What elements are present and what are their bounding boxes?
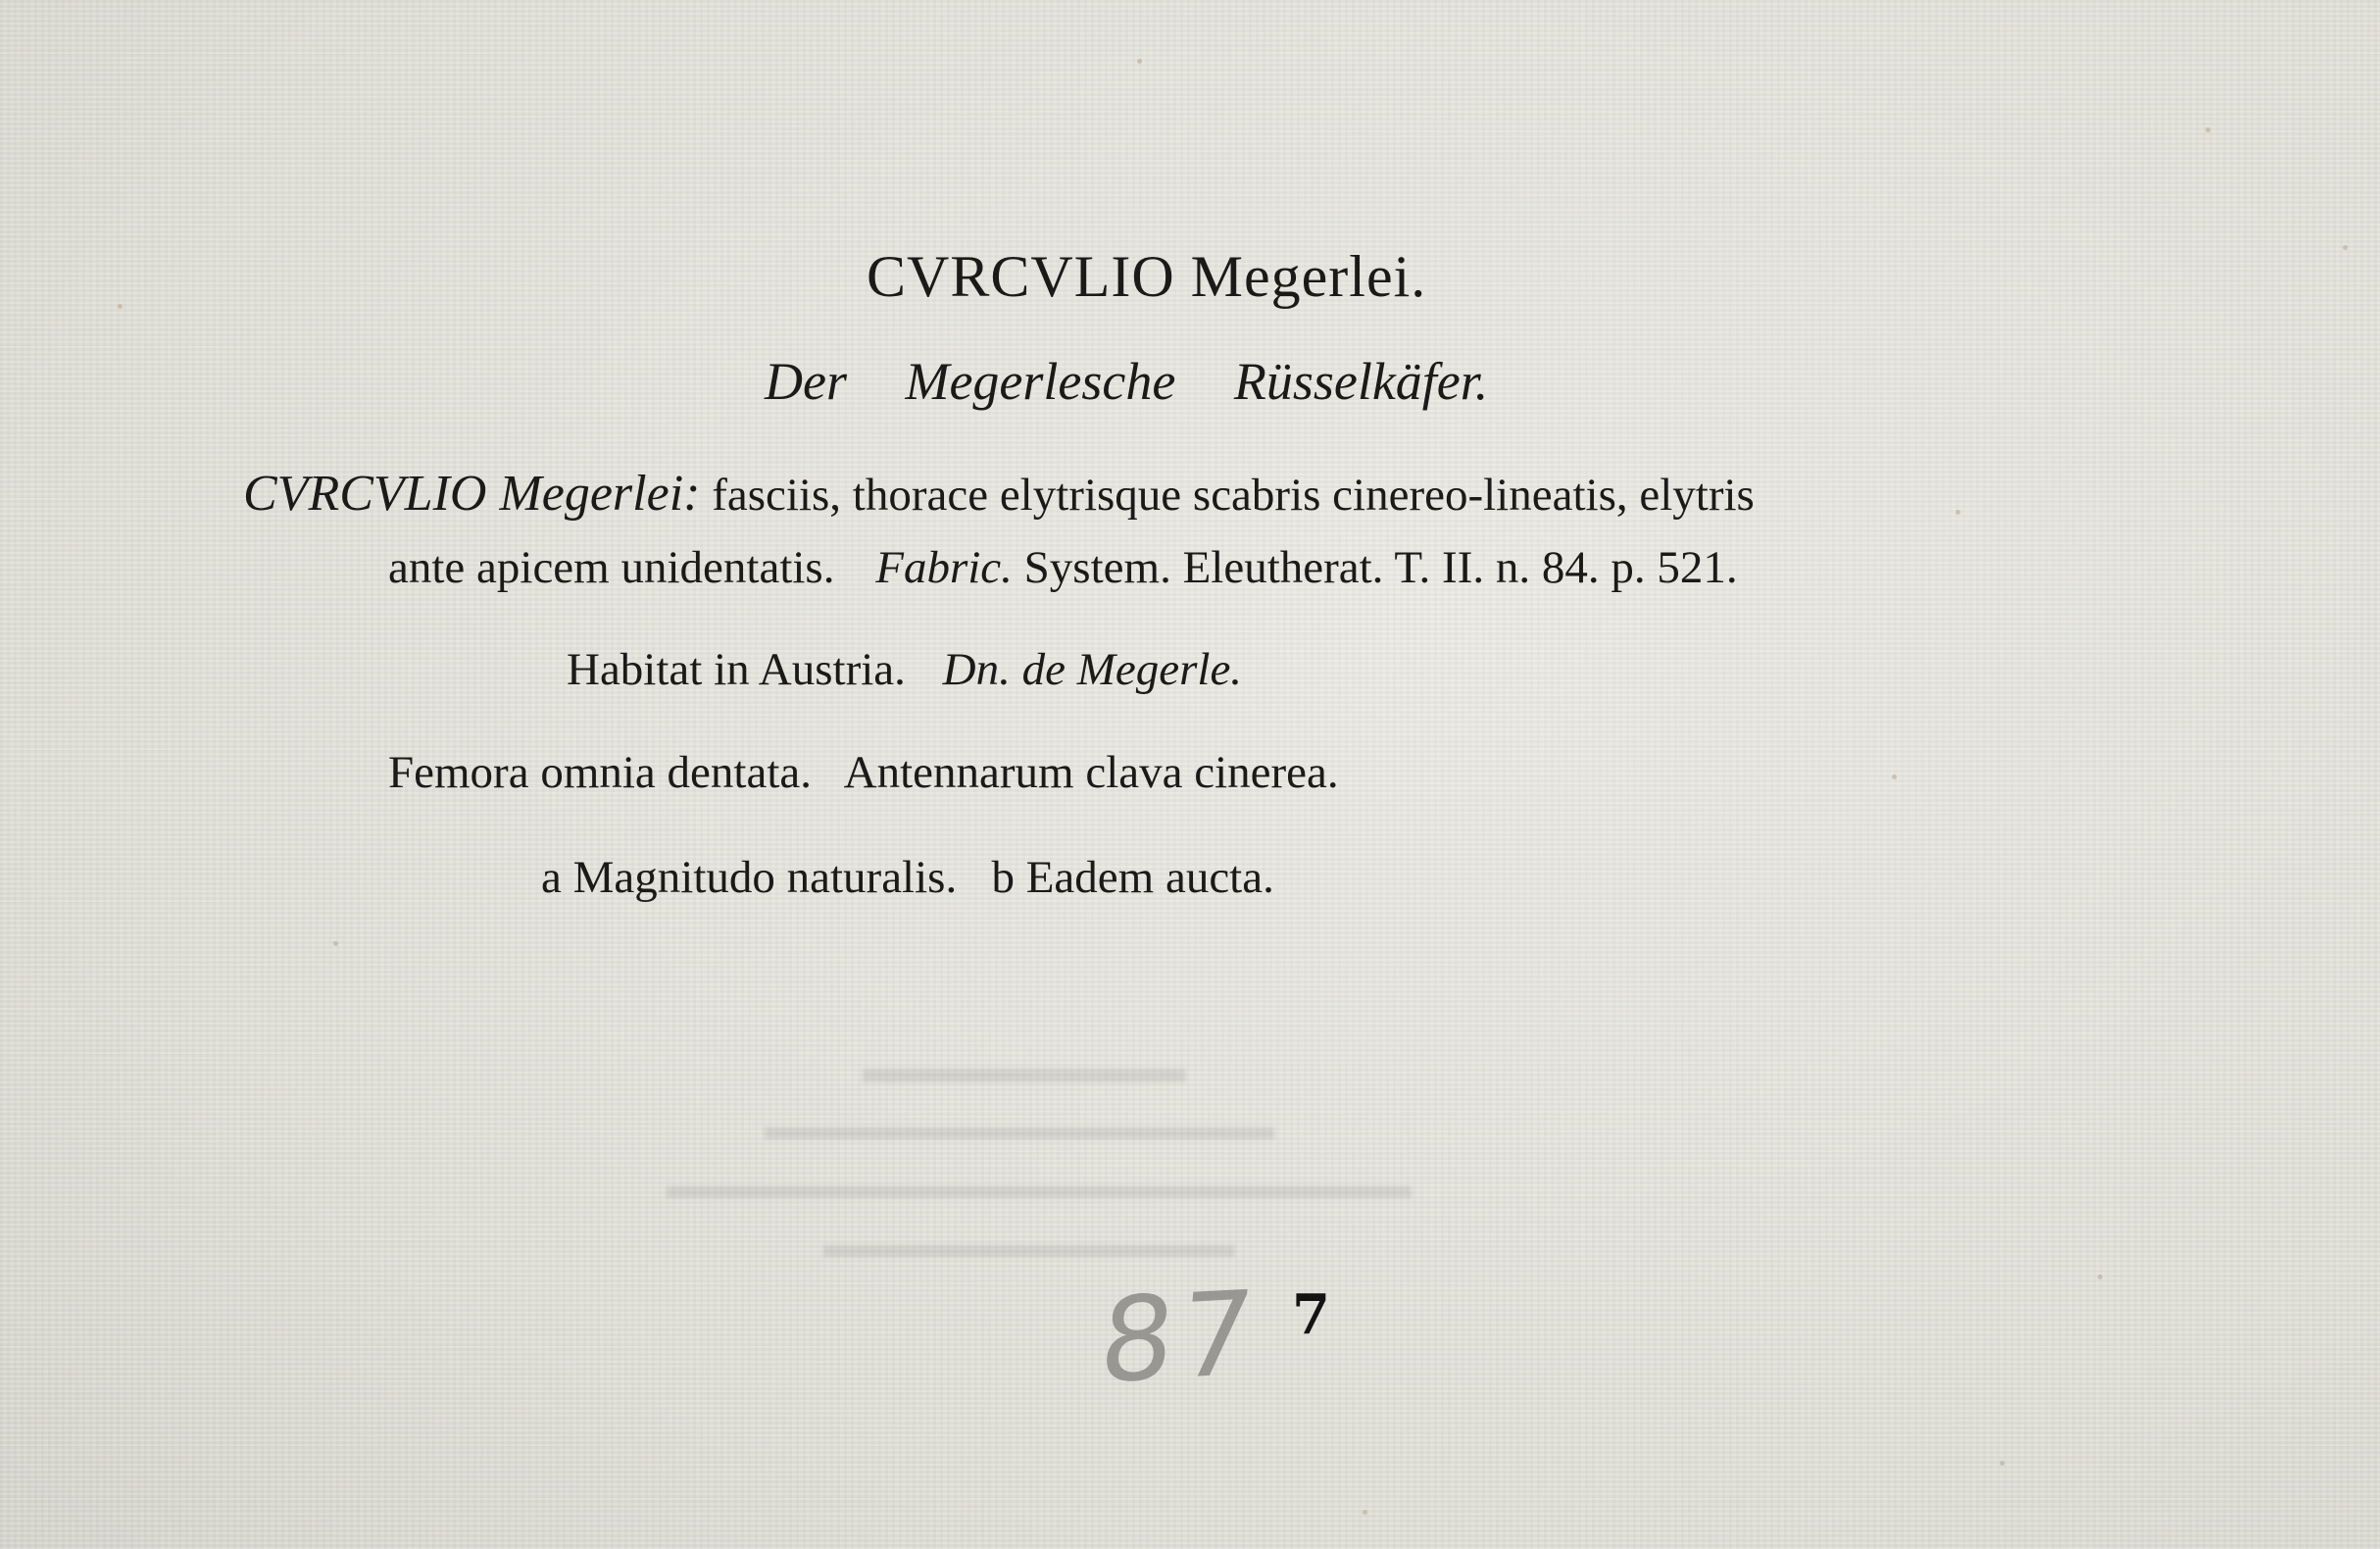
paper-fleck: [1956, 510, 1960, 515]
paper-fleck: [333, 941, 338, 946]
paper-fleck: [118, 304, 123, 309]
paper-fleck: [1363, 1510, 1367, 1515]
habitat-text: Habitat in Austria.: [567, 644, 906, 695]
habitat-line: [567, 644, 1243, 695]
paper-fleck: [2000, 1461, 2005, 1466]
paper-fleck: [1137, 59, 1142, 64]
description-text: fasciis, thorace elytrisque scabris cinereo-lineatis, elytris: [700, 470, 1755, 521]
reference-citation: System. Eleutherat. T. II. n. 84. p. 521.: [1023, 542, 1738, 593]
habitat-source: Dn. de Megerle.: [942, 644, 1243, 695]
description-text: ante apicem unidentatis.: [388, 542, 835, 593]
page-title: CVRCVLIO Megerlei.: [867, 244, 1427, 309]
description-line-2: [388, 542, 1738, 593]
show-through-text: [588, 1039, 1470, 1294]
description-line-1: [243, 466, 1755, 522]
paper-fleck: [2098, 1274, 2103, 1279]
reference-author: Fabric.: [875, 542, 1013, 593]
magnitude-line: a Magnitudo naturalis. b Eadem aucta.: [541, 852, 1274, 903]
paper-fleck: [1892, 774, 1897, 779]
species-name: CVRCVLIO Megerlei:: [243, 466, 701, 522]
page-number: 7: [1292, 1282, 1330, 1347]
femora-line: Femora omnia dentata. Antennarum clava cinerea.: [388, 747, 1339, 798]
page-subtitle: Der Megerlesche Rüsselkäfer.: [765, 352, 1489, 411]
paper-fleck: [2206, 127, 2210, 132]
paper-fleck: [2343, 245, 2348, 250]
pencil-mark: 87: [1094, 1264, 1265, 1410]
